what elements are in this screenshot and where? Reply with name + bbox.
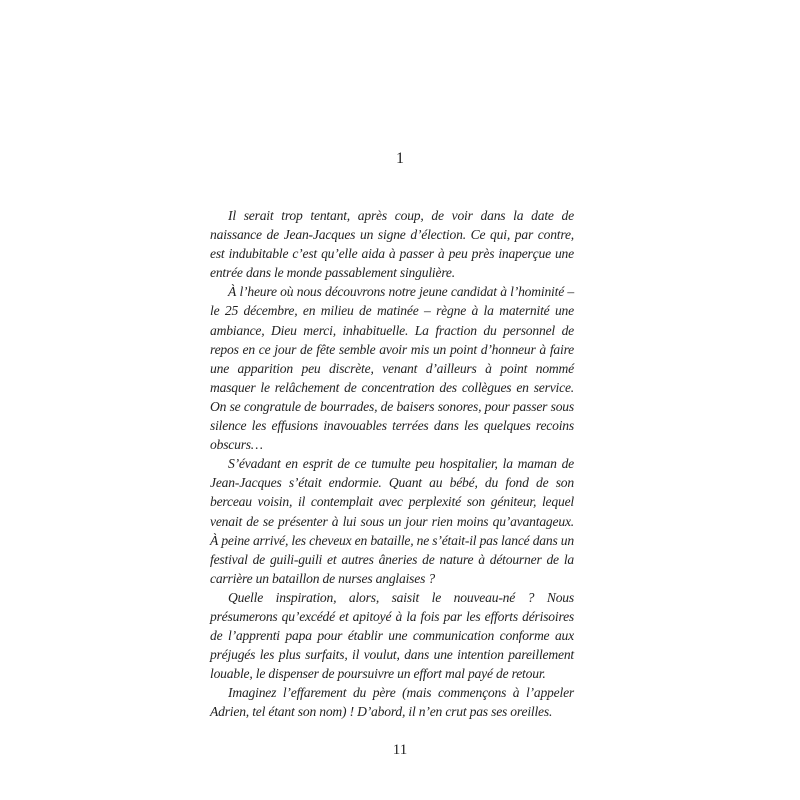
paragraph: Imaginez l’effarement du père (mais commençons à l’appeler Adrien, tel étant son nom) ! D’abord, il n’en crut pas ses oreilles. bbox=[210, 685, 574, 720]
chapter-text bbox=[210, 206, 574, 722]
paragraph: Il serait trop tentant, après coup, de voir dans la date de naissance de Jean-Jacques un signe d’élection. Ce qui, par contre, est indubitable c’est qu’elle aida à passer à peu près inaperçue une entrée dans le monde passablement singulière. bbox=[210, 208, 574, 281]
paragraph: À l’heure où nous découvrons notre jeune candidat à l’hominité – le 25 décembre, en milieu de matinée – règne à la maternité une ambiance, Dieu merci, inhabituelle. La fraction du personnel de repos en ce jour de fête semble avoir mis un point d’honneur à faire une apparition peu discrète, venant d’ailleurs à point nommé masquer le relâchement de concentration des collègues en service. On se congratule de bourrades, de baisers sonores, pour passer sous silence les effusions inavouables terrées dans les quelques recoins obscurs… bbox=[210, 284, 574, 453]
chapter-number: 1 bbox=[396, 150, 404, 167]
paragraph: Quelle inspiration, alors, saisit le nouveau-né ? Nous présumerons qu’excédé et apitoyé à la fois par les efforts dérisoires de l’apprenti papa pour établir une communication conforme aux préjugés les plus surfaits, il voulut, dans une intention pareillement louable, le dispenser de poursuivre un effort mal payé de retour. bbox=[210, 589, 574, 682]
paragraph: S’évadant en esprit de ce tumulte peu hospitalier, la maman de Jean-Jacques s’était endormie. Quant au bébé, du fond de son berceau voisin, il contemplait avec perplexité son géniteur, lequel venait de se présenter à lui sous un jour rien moins qu’avantageux. À peine arrivé, les cheveux en bataille, ne s’était-il pas lancé dans un festival de guili-guili et autres âneries de nature à détourner de la carrière un bataillon de nurses anglaises ? bbox=[210, 456, 574, 586]
page-number: 11 bbox=[392, 742, 408, 758]
